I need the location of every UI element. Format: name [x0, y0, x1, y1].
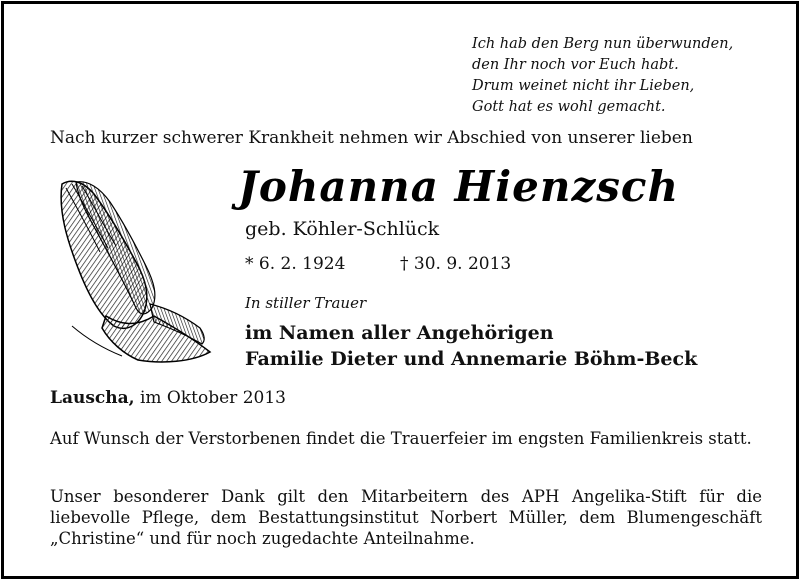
- obituary-notice: [1, 1, 799, 579]
- mourning-text: In stiller Trauer: [245, 294, 367, 312]
- place-name: Lauscha,: [50, 388, 135, 408]
- poem-line: den Ihr noch vor Euch habt.: [472, 57, 679, 73]
- death-date: † 30. 9. 2013: [400, 254, 512, 274]
- notice-date: im Oktober 2013: [134, 388, 286, 408]
- place-date: [50, 388, 286, 408]
- mourners-line-2: Familie Dieter und Annemarie Böhm-Beck: [245, 348, 698, 370]
- thanks-paragraph: Unser besonderer Dank gilt den Mitarbeitern des APH Angelika-Stift für die liebevolle Pflege, dem Bestattungsinstitut Norbert Müller, dem Blumengeschäft „Christine“ und für noch zugedachte Anteilnahme.: [50, 487, 762, 548]
- birth-name: geb. Köhler-Schlück: [245, 218, 440, 240]
- mourners-line-1: im Namen aller Angehörigen: [245, 322, 554, 344]
- birth-date: * 6. 2. 1924: [245, 254, 346, 274]
- intro-text: Nach kurzer schwerer Krankheit nehmen wir Abschied von unserer lieben: [50, 128, 693, 148]
- funeral-paragraph: Auf Wunsch der Verstorbenen findet die Trauerfeier im engsten Familienkreis statt.: [50, 429, 752, 448]
- praying-hands-icon: [42, 176, 218, 366]
- deceased-name: Johanna Hienzsch: [238, 162, 680, 211]
- poem: [472, 34, 772, 118]
- poem-line: Ich hab den Berg nun überwunden,: [472, 36, 734, 52]
- poem-line: Gott hat es wohl gemacht.: [472, 99, 666, 115]
- poem-line: Drum weinet nicht ihr Lieben,: [472, 78, 695, 94]
- mourners-block: [245, 320, 697, 372]
